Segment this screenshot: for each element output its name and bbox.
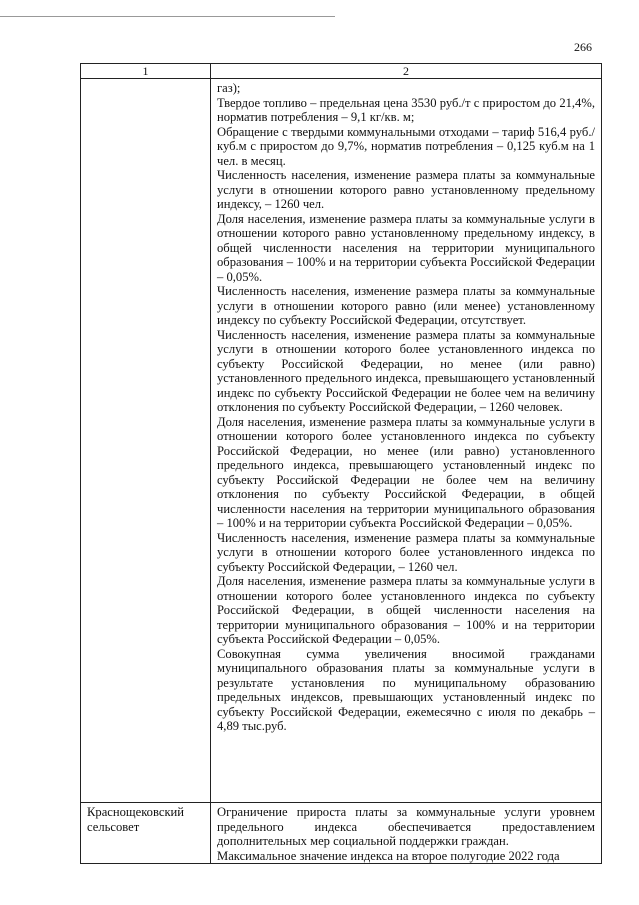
page-number: 266 bbox=[574, 40, 592, 54]
paragraph: Численность населения, изменение размера платы за коммунальные услуги в отношении которого более установленного индекса по субъекту Российской Федерации, – 1260 чел. bbox=[217, 530, 595, 574]
paragraph: Обращение с твердыми коммунальными отходами – тариф 516,4 руб./куб.м с приростом до 9,7%, норматив потребления – 0,125 куб.м на 1 чел. в месяц. bbox=[217, 124, 595, 168]
paragraph: Численность населения, изменение размера платы за коммунальные услуги в отношении которого более установленного индекса по субъекту Российской Федерации, но менее (или равно) установленного предельного индекса, превышающего установленный индекс по субъекту Российской Федерации не более чем на величину отклонения по субъекту Российской Федерации, – 1260 человек. bbox=[217, 327, 595, 414]
paragraph: газ); bbox=[217, 81, 241, 95]
table-row bbox=[81, 803, 602, 864]
paragraph: Численность населения, изменение размера платы за коммунальные услуги в отношении которого равно установленному предельному индексу, – 1260 чел. bbox=[217, 168, 595, 211]
top-rule bbox=[0, 16, 335, 17]
row-1-municipality bbox=[81, 79, 211, 803]
row-2-municipality: Краснощековский сельсовет bbox=[81, 803, 211, 864]
paragraph: Численность населения, изменение размера платы за коммунальные услуги в отношении которого равно (или менее) установленному индексу по субъекту Российской Федерации, отсутствует. bbox=[217, 284, 595, 327]
paragraph: Доля населения, изменение размера платы за коммунальные услуги в отношении которого более установленного индекса по субъекту Российской Федерации, но менее (или равно) установленного предельного индекса, превышающего установленный индекс по субъекту Российской Федерации не более чем на величину отклонения по субъекту Российской Федерации, в общей численности населения на территории муниципального образования – 100% и на территории субъекта Российской Федерации – 0,05%. bbox=[217, 414, 595, 530]
paragraph: Твердое топливо – предельная цена 3530 руб./т с приростом до 21,4%, норматив потребления – 9,1 кг/кв. м; bbox=[217, 95, 595, 124]
paragraph: Доля населения, изменение размера платы за коммунальные услуги в отношении которого равно установленному предельному индексу, в общей численности населения на территории муниципального образования – 100% и на территории субъекта Российской Федерации – 0,05%. bbox=[217, 211, 595, 284]
column-header-1: 1 bbox=[81, 64, 211, 79]
table-header-row bbox=[81, 64, 602, 79]
row-1-description bbox=[211, 79, 602, 803]
column-header-2: 2 bbox=[211, 64, 602, 79]
row-2-description bbox=[211, 803, 602, 864]
paragraph: Ограничение прироста платы за коммунальные услуги уровнем предельного индекса обеспечивается предоставлением дополнительных мер социальной поддержки граждан. bbox=[217, 805, 595, 848]
document-table bbox=[80, 63, 602, 864]
paragraph: Доля населения, изменение размера платы за коммунальные услуги в отношении которого более установленного индекса по субъекту Российской Федерации, в общей численности населения на территории муниципального образования – 100% и на территории субъекта Российской Федерации – 0,05%. bbox=[217, 574, 595, 646]
table-row bbox=[81, 79, 602, 803]
paragraph: Максимальное значение индекса на второе полугодие 2022 года bbox=[217, 848, 560, 863]
paragraph: Совокупная сумма увеличения вносимой гражданами муниципального образования платы за коммунальные услуги в результате установления по муниципальному образованию предельных индексов, превышающих установленный индекс по субъекту Российской Федерации, ежемесячно с июля по декабрь – 4,89 тыс.руб. bbox=[217, 646, 595, 733]
